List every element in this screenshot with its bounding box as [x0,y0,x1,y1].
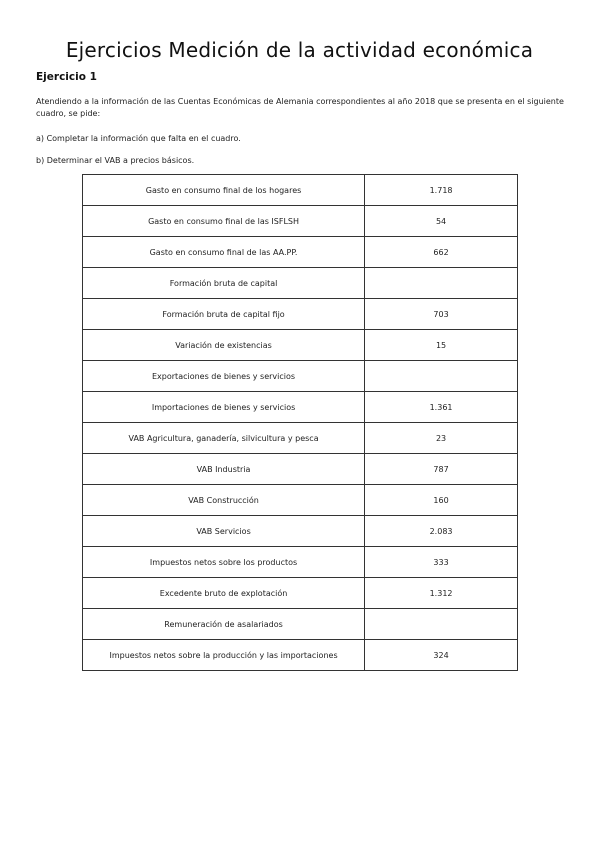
row-label: Formación bruta de capital [83,268,365,299]
row-label: VAB Construcción [83,485,365,516]
table-row [83,485,518,516]
row-label: Remuneración de asalariados [83,609,365,640]
table-row [83,361,518,392]
row-label: Excedente bruto de explotación [83,578,365,609]
row-label: Formación bruta de capital fijo [83,299,365,330]
row-label: Impuestos netos sobre los productos [83,547,365,578]
row-label: Gasto en consumo final de las AA.PP. [83,237,365,268]
table-row [83,392,518,423]
row-value: 662 [365,237,518,268]
row-value: 787 [365,454,518,485]
row-label: VAB Industria [83,454,365,485]
row-value: 703 [365,299,518,330]
row-label: Gasto en consumo final de los hogares [83,175,365,206]
table-row [83,268,518,299]
row-label: Importaciones de bienes y servicios [83,392,365,423]
row-value: 160 [365,485,518,516]
row-value: 333 [365,547,518,578]
row-label: VAB Servicios [83,516,365,547]
row-value: 1.718 [365,175,518,206]
table-row [83,609,518,640]
task-b: b) Determinar el VAB a precios básicos. [36,156,195,165]
page-title: Ejercicios Medición de la actividad económica [65,38,534,62]
row-value-empty [365,361,518,392]
row-label: Exportaciones de bienes y servicios [83,361,365,392]
row-value: 1.312 [365,578,518,609]
row-label: Variación de existencias [83,330,365,361]
table-row [83,299,518,330]
table-row [83,237,518,268]
exercise-heading: Ejercicio 1 [36,71,97,83]
table-row [83,640,518,671]
row-value: 23 [365,423,518,454]
table-row [83,423,518,454]
row-value-empty [365,609,518,640]
row-value: 15 [365,330,518,361]
table-row [83,175,518,206]
task-a: a) Completar la información que falta en el cuadro. [36,134,241,143]
row-value: 324 [365,640,518,671]
table-row [83,454,518,485]
accounts-table [82,174,518,671]
table-row [83,206,518,237]
intro-paragraph: Atendiendo a la información de las Cuentas Económicas de Alemania correspondientes al año 2018 que se presenta en el siguiente cuadro, se pide: [36,97,564,118]
table-row [83,330,518,361]
table-row [83,547,518,578]
row-value-empty [365,268,518,299]
row-label: Gasto en consumo final de las ISFLSH [83,206,365,237]
row-value: 1.361 [365,392,518,423]
row-label: VAB Agricultura, ganadería, silvicultura y pesca [83,423,365,454]
row-value: 2.083 [365,516,518,547]
table-row [83,516,518,547]
row-value: 54 [365,206,518,237]
row-label: Impuestos netos sobre la producción y las importaciones [83,640,365,671]
table-row [83,578,518,609]
